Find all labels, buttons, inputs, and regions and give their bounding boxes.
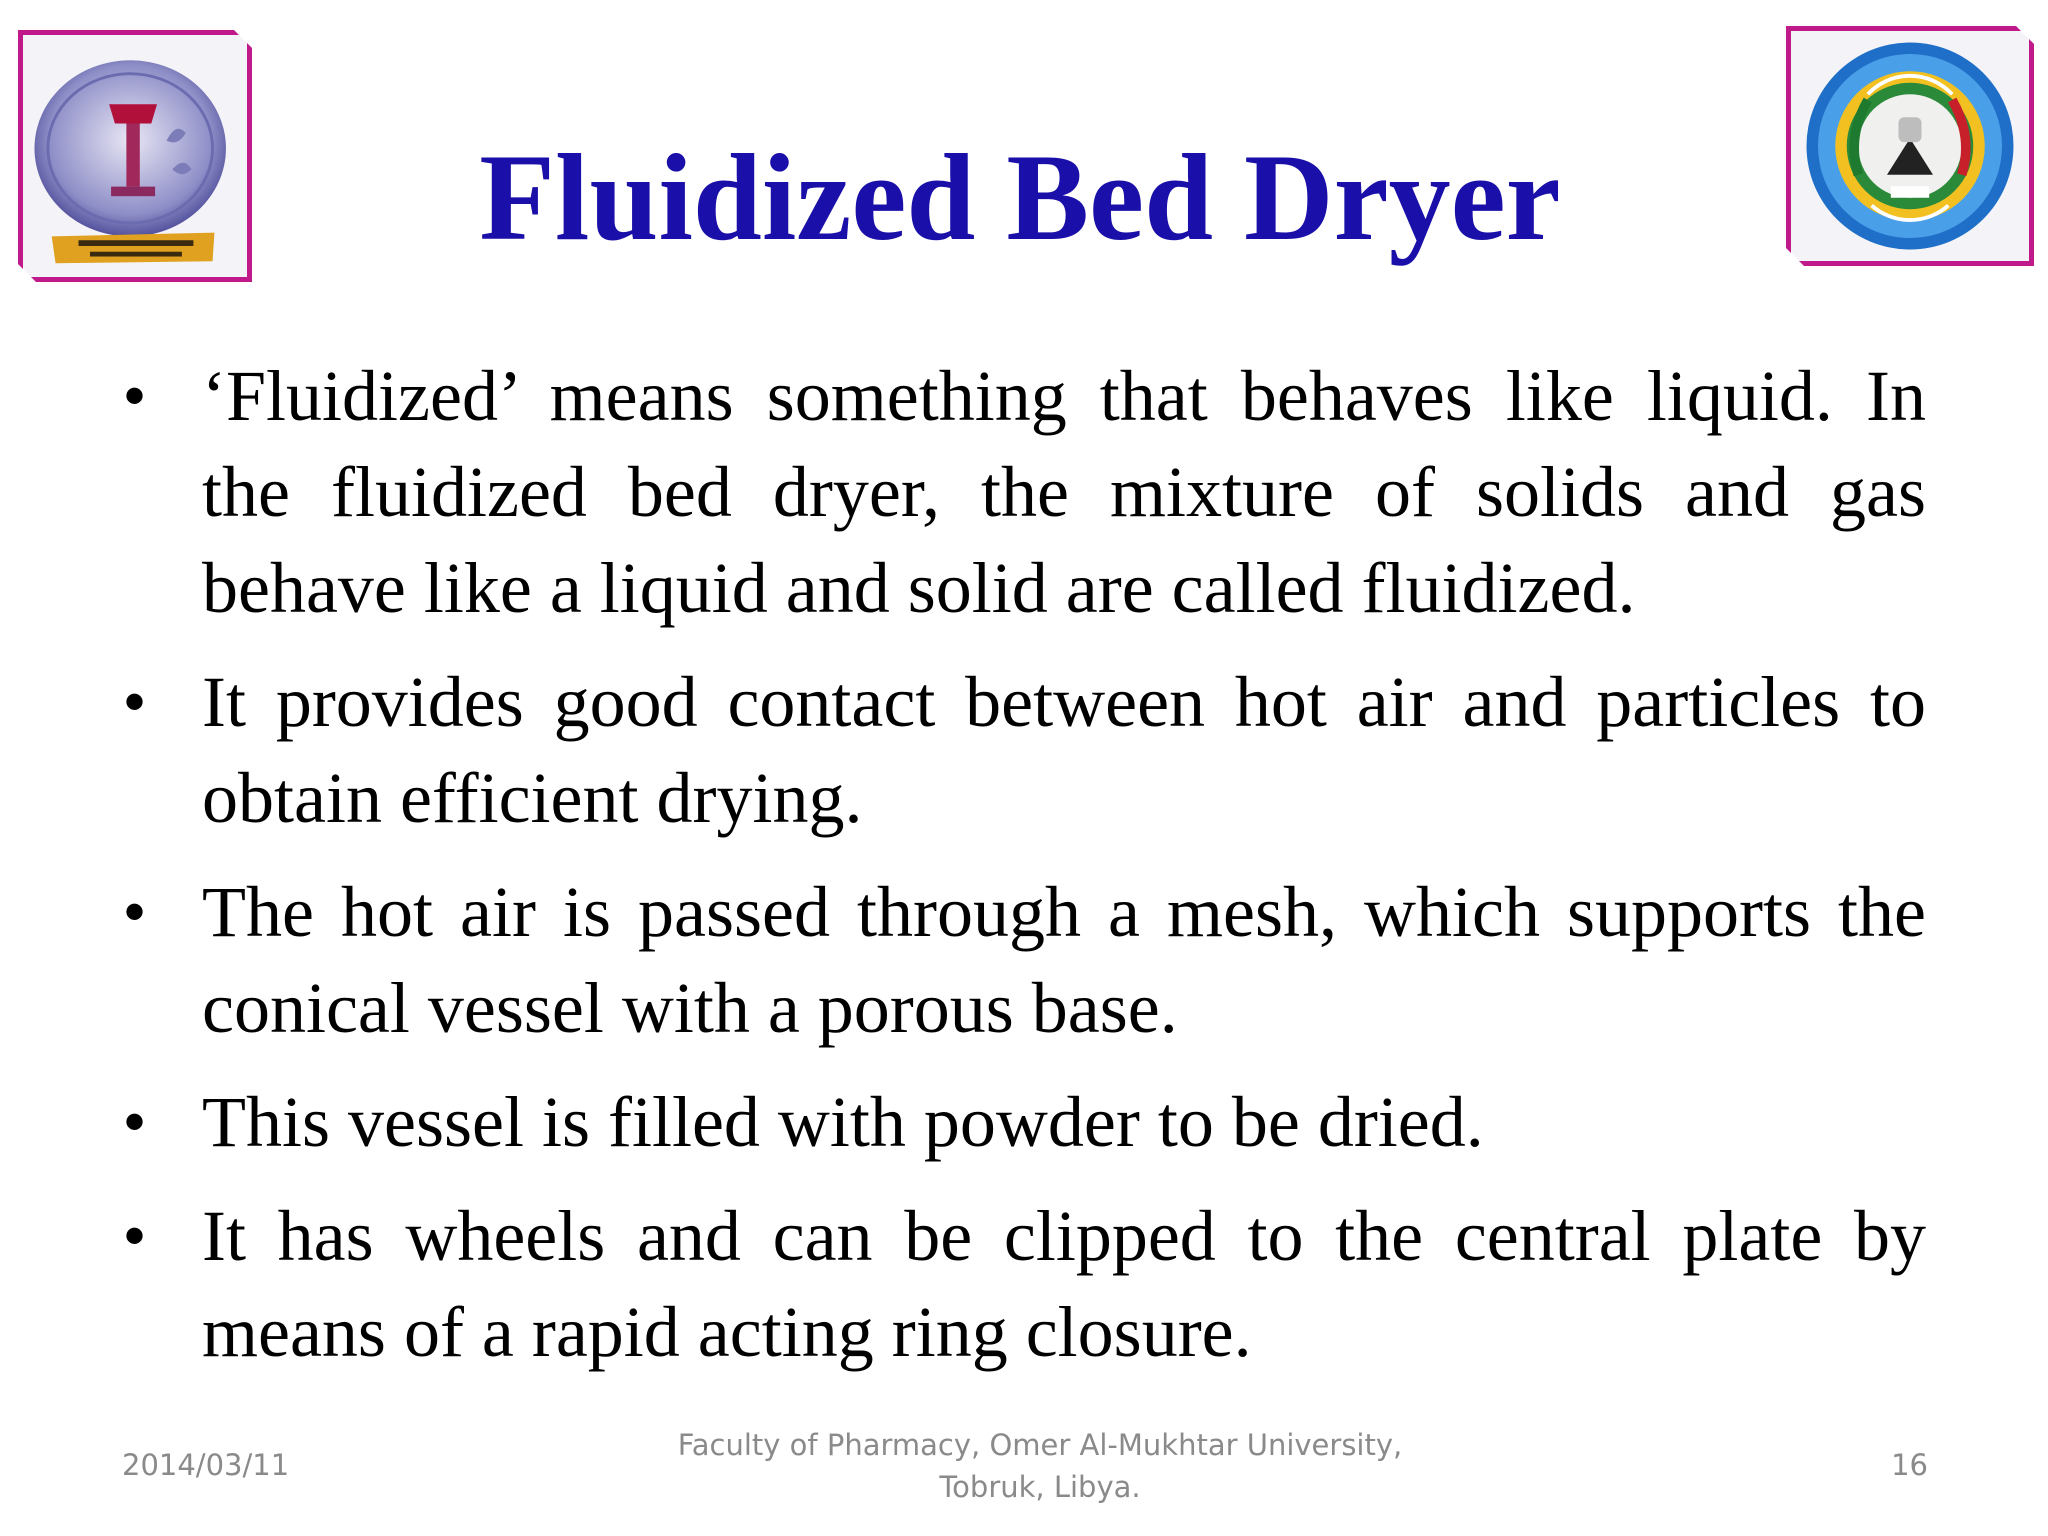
footer-institution-line1: Faculty of Pharmacy, Omer Al-Mukhtar University,	[677, 1428, 1403, 1462]
bullet-text: • ‘Fluidized’ means something that behaves like liquid. In the fluidized bed dryer, the mixture of solids and gas behave like a liquid and solid are called fluidized.	[202, 356, 1926, 628]
bullet-text: • It provides good contact between hot air and particles to obtain efficient drying.	[202, 662, 1926, 838]
footer-date: 2014/03/11	[122, 1448, 290, 1482]
pharmacy-emblem-icon	[23, 35, 247, 277]
bullet-item	[118, 1188, 1926, 1380]
university-seal-icon	[1791, 31, 2029, 261]
bullet-text: • It has wheels and can be clipped to the central plate by means of a rapid acting ring closure.	[202, 1196, 1926, 1372]
bullet-item	[118, 654, 1926, 846]
bullet-text: • The hot air is passed through a mesh, which supports the conical vessel with a porous base.	[202, 872, 1926, 1048]
footer-institution	[640, 1424, 1440, 1508]
bullet-item	[118, 864, 1926, 1056]
bullet-item	[118, 1074, 1926, 1170]
bullet-item	[118, 348, 1926, 636]
page-number: 16	[1891, 1448, 1928, 1482]
slide-title: Fluidized Bed Dryer	[479, 129, 1561, 266]
bullet-list	[118, 348, 1926, 1398]
footer-institution-line2: Tobruk, Libya.	[939, 1470, 1141, 1504]
bullet-text: • This vessel is filled with powder to be dried.	[202, 1082, 1484, 1162]
university-logo	[1786, 26, 2034, 266]
faculty-logo	[18, 30, 252, 282]
